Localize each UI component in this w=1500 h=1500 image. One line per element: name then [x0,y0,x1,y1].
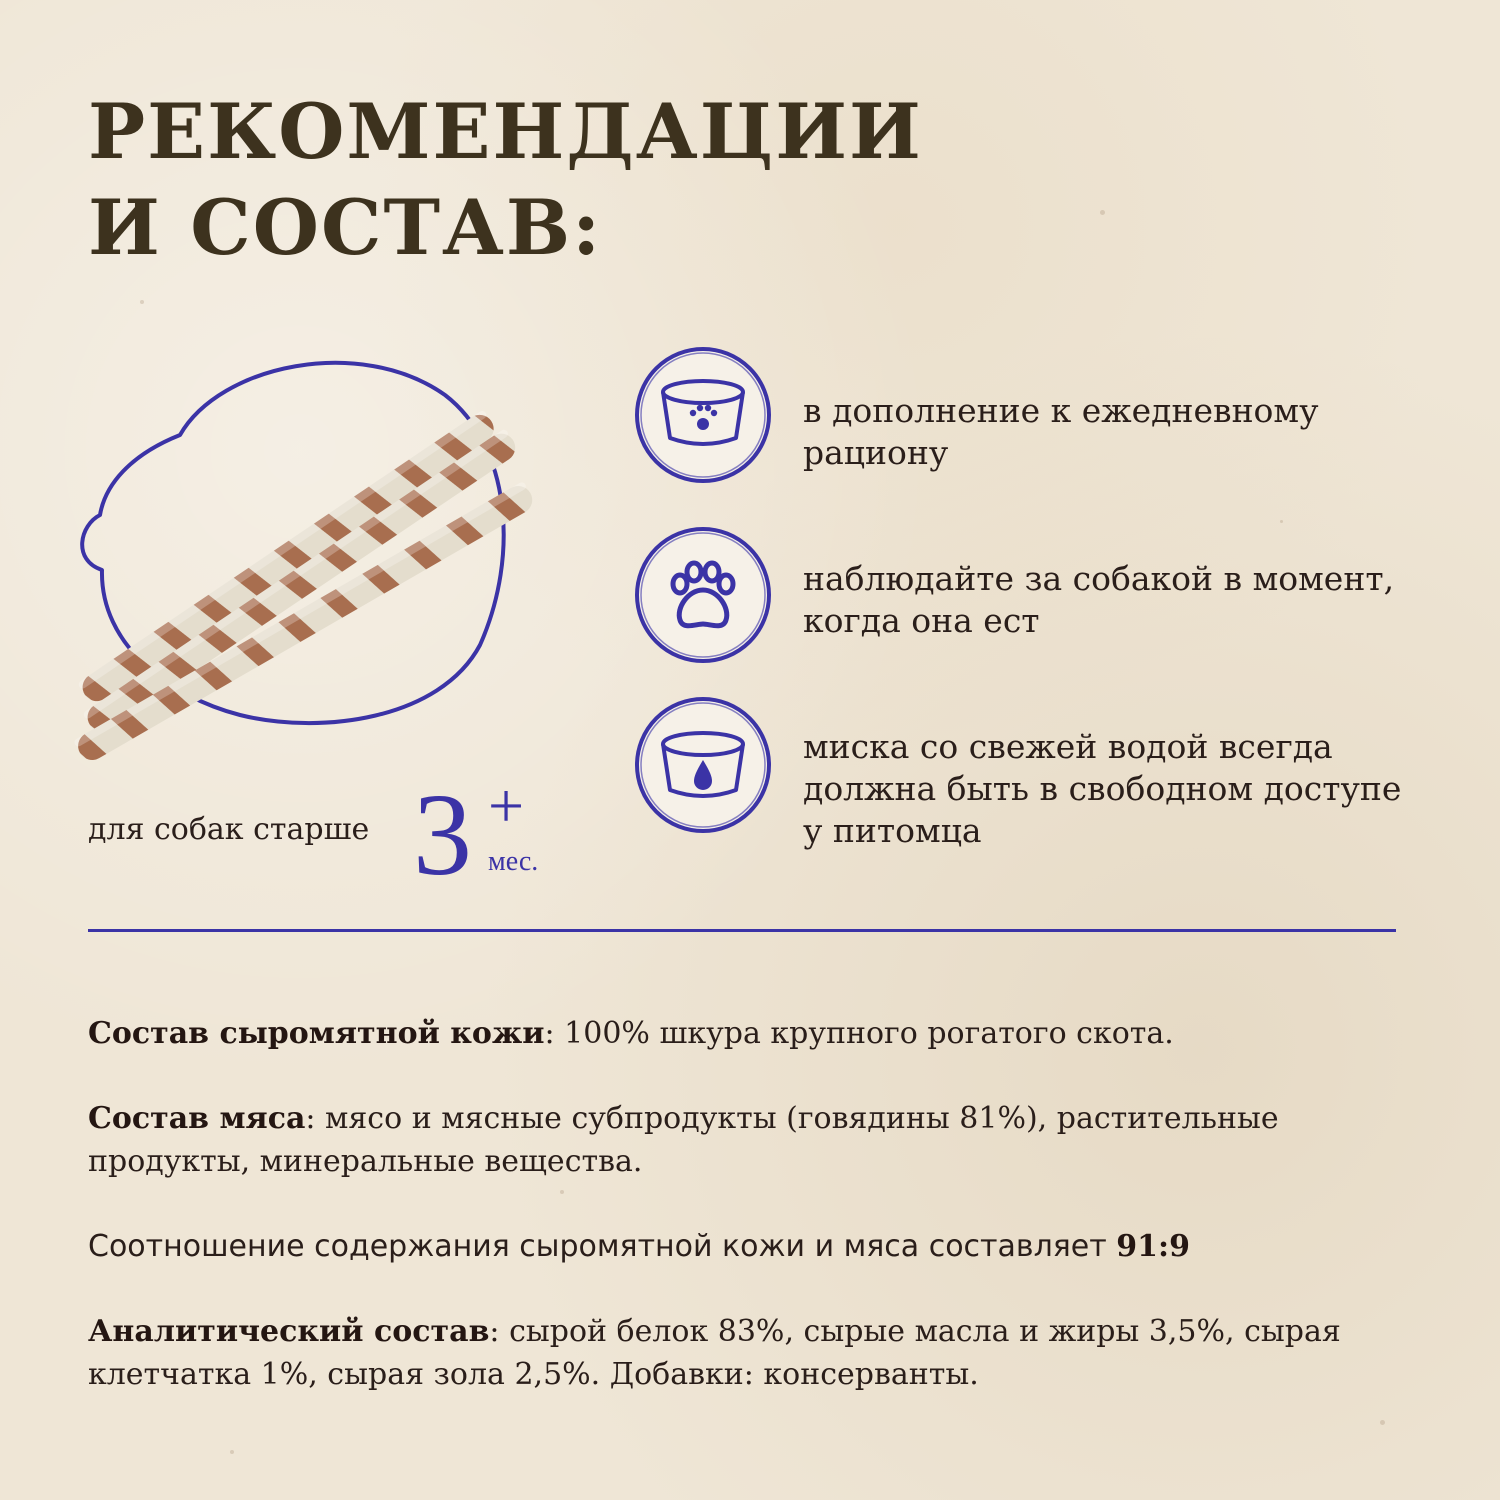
composition-section [88,1012,1418,1438]
recommendation-item [628,520,1428,680]
recommendation-text: миска со свежей водой всегда должна быть в свободном доступе у питомца [803,727,1402,850]
meat-label: Состав мяса [88,1101,306,1136]
meat-composition [88,1097,1418,1183]
analytic-composition [88,1310,1418,1396]
bowl-water-drop-icon [628,690,778,840]
age-number: 3 [413,769,472,900]
age-label: для собак старше [88,812,370,847]
page-title-line-1: РЕКОМЕНДАЦИИ [88,87,923,176]
rawhide-composition [88,1012,1418,1055]
paw-icon [628,520,778,670]
paper-texture-speck [1100,210,1105,215]
recommendation-text: в дополнение к ежедневному рациону [803,391,1319,472]
meat-text: : мясо и мясные субпродукты (говядины 81%), растительные продукты, минеральные вещества. [88,1101,1279,1179]
rawhide-text: : 100% шкура крупного рогатого скота. [544,1016,1174,1051]
analytic-label: Аналитический состав [88,1314,490,1349]
paper-texture-speck [230,1450,234,1454]
analytic-text: : сырой белок 83%, сырые масла и жиры 3,5%, сырая клетчатка 1%, сырая зола 2,5%. Добавки: консерванты. [88,1314,1341,1392]
paper-texture-speck [140,300,144,304]
product-sticks-image [60,325,560,765]
ratio-value: 91:9 [1116,1229,1190,1264]
bowl-paw-icon [628,340,778,490]
age-unit: мес. [488,846,539,877]
recommendation-item [628,340,1428,500]
age-recommendation [88,769,608,900]
recommendation-item [628,690,1428,850]
stick [82,428,520,736]
ratio-statement [88,1225,1418,1268]
age-plus: + [488,770,525,841]
ratio-text: Соотношение содержания сыромятной кожи и мяса составляет [88,1229,1117,1264]
page-title-line-2: И СОСТАВ: [88,183,603,272]
rawhide-label: Состав сыромятной кожи [88,1016,545,1051]
page-title [88,84,923,276]
recommendation-text: наблюдайте за собакой в момент, когда она ест [803,559,1395,640]
section-divider [88,929,1396,932]
